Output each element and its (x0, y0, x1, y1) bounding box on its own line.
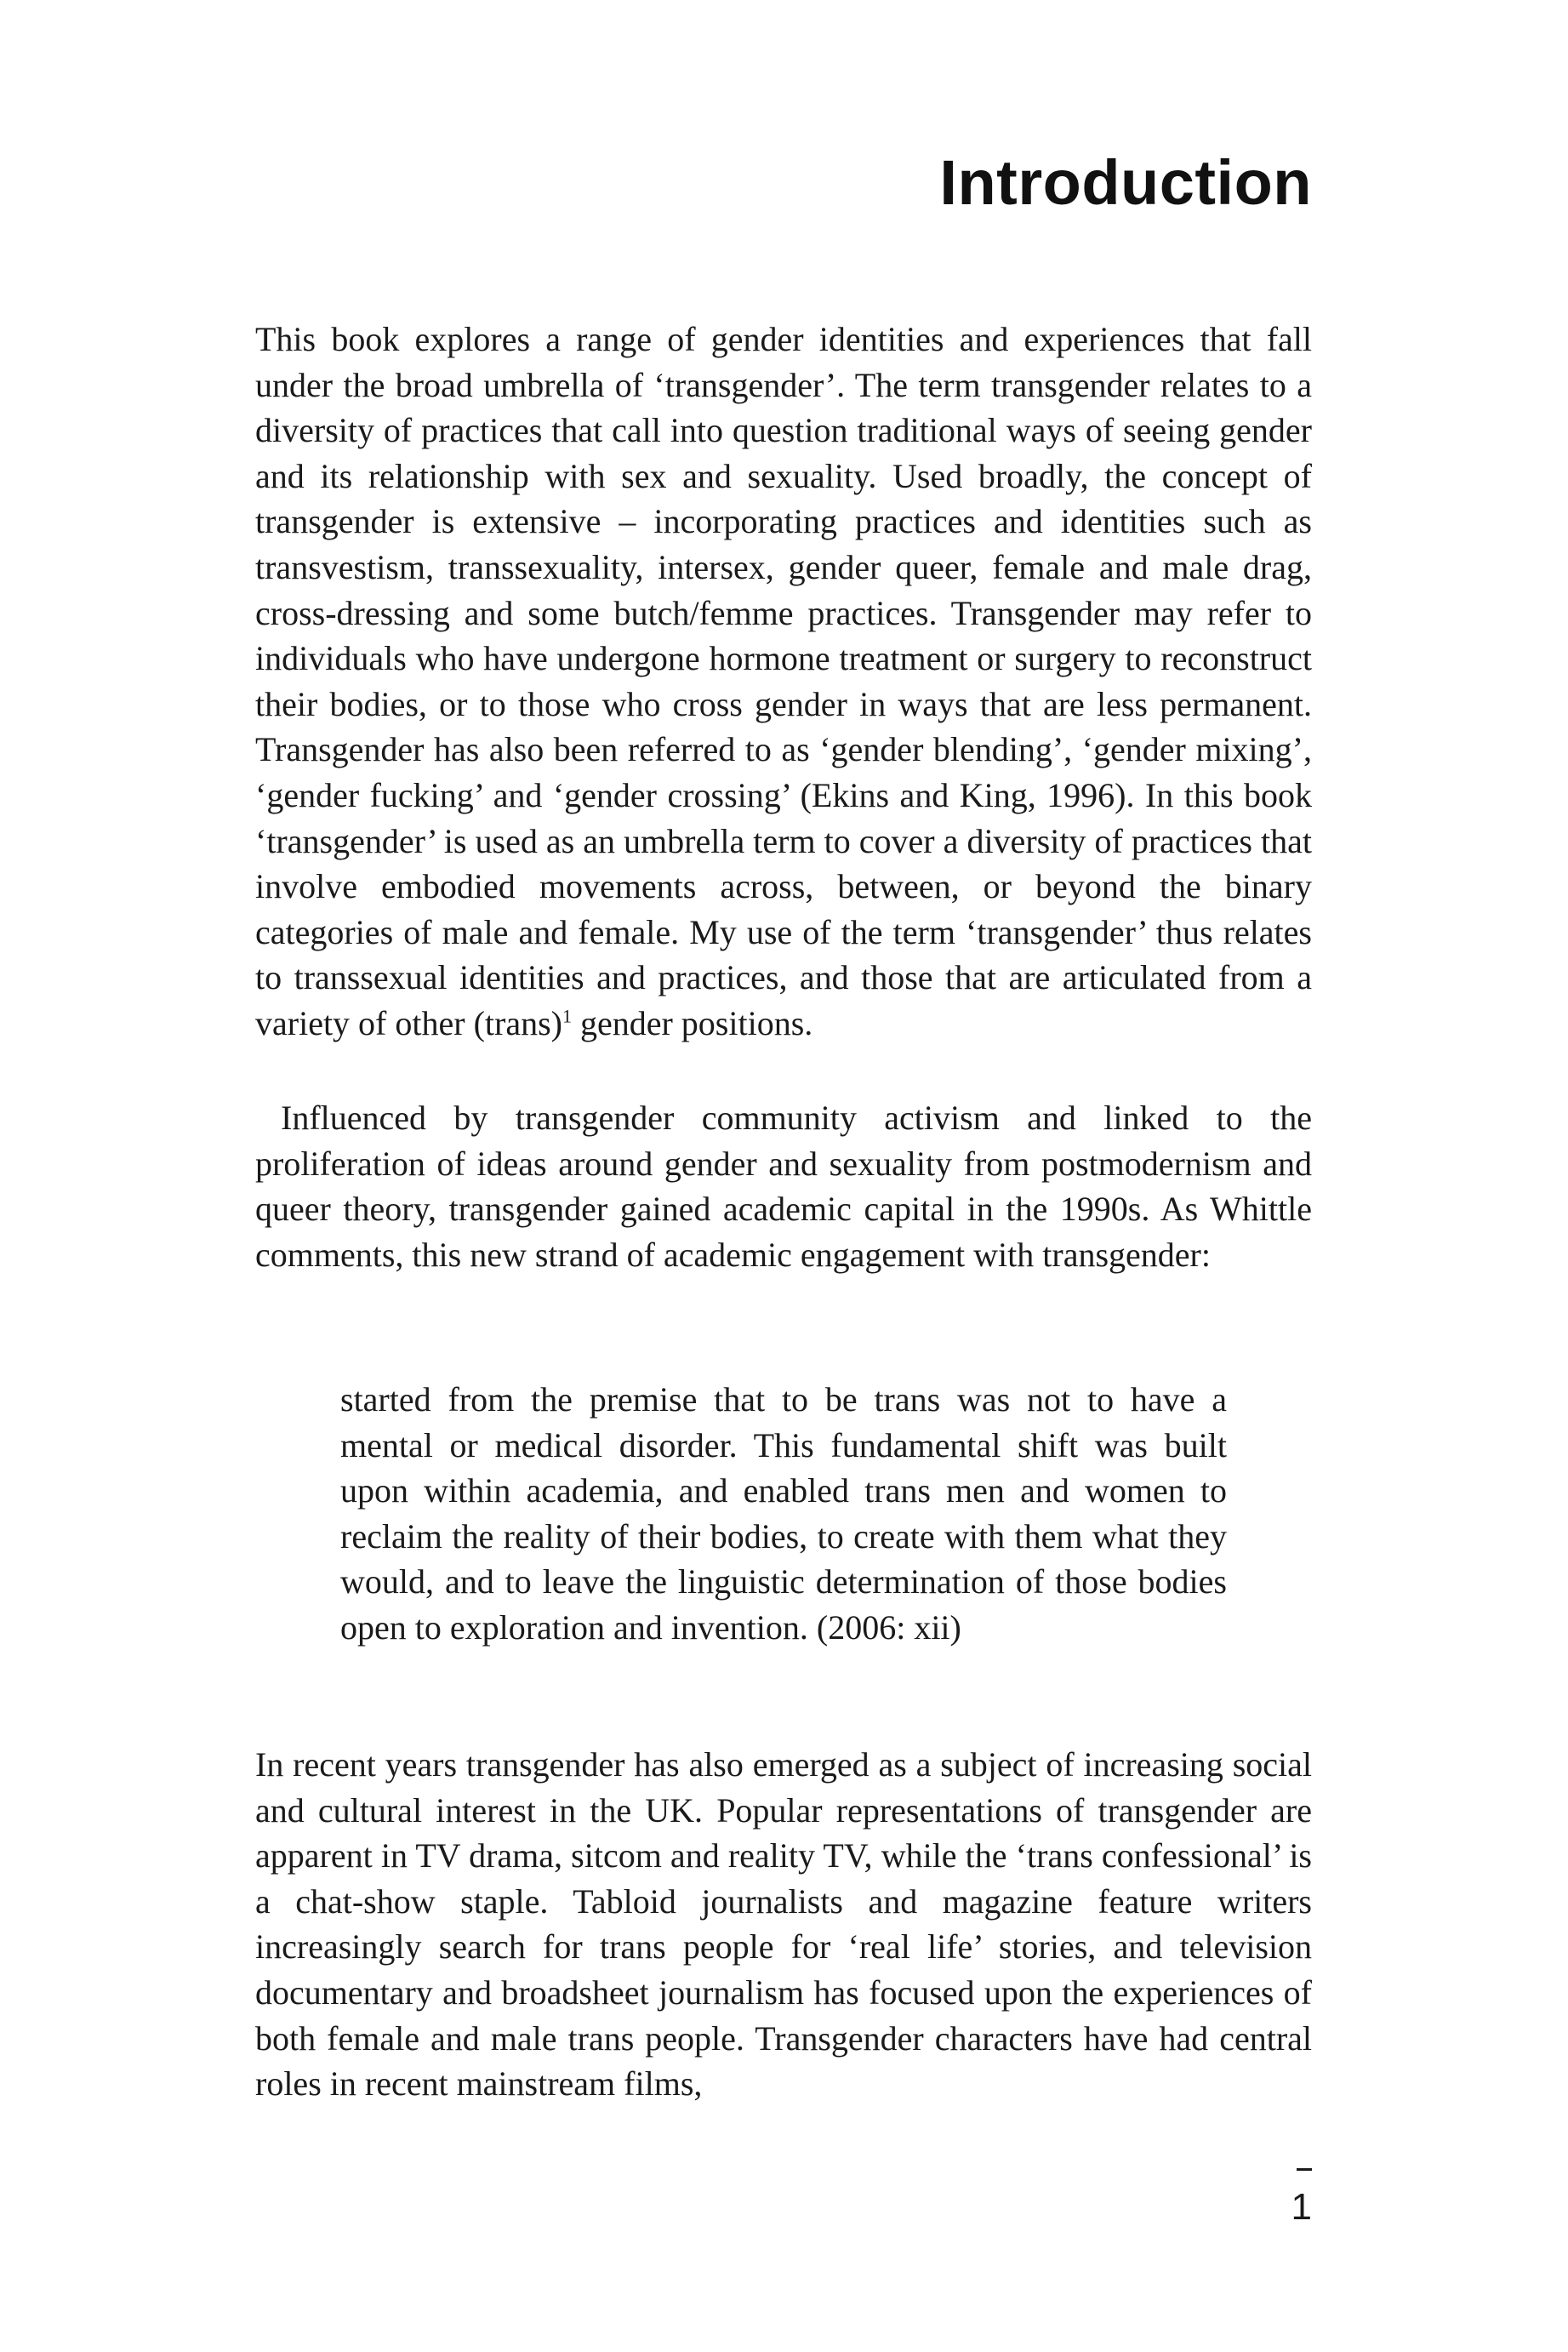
paragraph-1-text-end: gender positions. (571, 1003, 813, 1042)
footnote-marker[interactable]: 1 (562, 1005, 572, 1027)
paragraph-2: Influenced by transgender community activism and linked to the proliferation of ideas around gender and sexuality from postmodernism and queer theory, transgender gained academic capital in the 1990s. As Whittle comments, this new strand of academic engagement with transgender: (255, 1099, 1312, 1274)
paragraph-3: In recent years transgender has also emerged as a subject of increasing social and cultural interest in the UK. Popular representations of transgender are apparent in TV drama, sitcom and reality TV, while the ‘trans confessional’ is a chat-show staple. Tabloid journalists and magazine feature writers increasingly search for trans people for ‘real life’ stories, and television documentary and broadsheet journalism has focused upon the experiences of both female and male trans people. Transgender characters have had central roles in recent mainstream films, (255, 1745, 1312, 2104)
block-quotation: started from the premise that to be trans was not to have a mental or medical disorder. This fundamental shift was built upon within academia, and enabled trans men and women to reclaim the reality of their bodies, to create with them what they would, and to leave the linguistic determination of those bodies open to exploration and invention. (2006: xii) (340, 1380, 1227, 1647)
paragraph-1-text: This book explores a range of gender identities and experiences that fall under the broad umbrella of ‘transgender’. The term transgender relates to a diversity of practices that call into question traditional ways of seeing gender and its relationship with sex and sexuality. Used broadly, the concept of transgender is extensive – incorporating practices and identities such as transvestism, transsexuality, intersex, gender queer, female and male drag, cross-dressing and some butch/femme practices. Transgender may refer to individuals who have undergone hormone treatment or surgery to reconstruct their bodies, or to those who cross gender in ways that are less permanent. Transgender has also been referred to as ‘gender blending’, ‘gender mixing’, ‘gender fucking’ and ‘gender crossing’ (Ekins and King, 1996). In this book ‘transgender’ is used as an umbrella term to cover a diversity of practices that involve embodied movements across, between, or beyond the binary categories of male and female. My use of the term ‘transgender’ thus relates to transsexual identities and practices, and those that are articulated from a variety of other (trans) (255, 320, 1312, 1042)
paragraph-1 (255, 317, 1312, 1047)
page-number: 1 (1291, 2186, 1312, 2228)
folio-rule (1297, 2168, 1312, 2171)
chapter-title: Introduction (939, 147, 1312, 218)
